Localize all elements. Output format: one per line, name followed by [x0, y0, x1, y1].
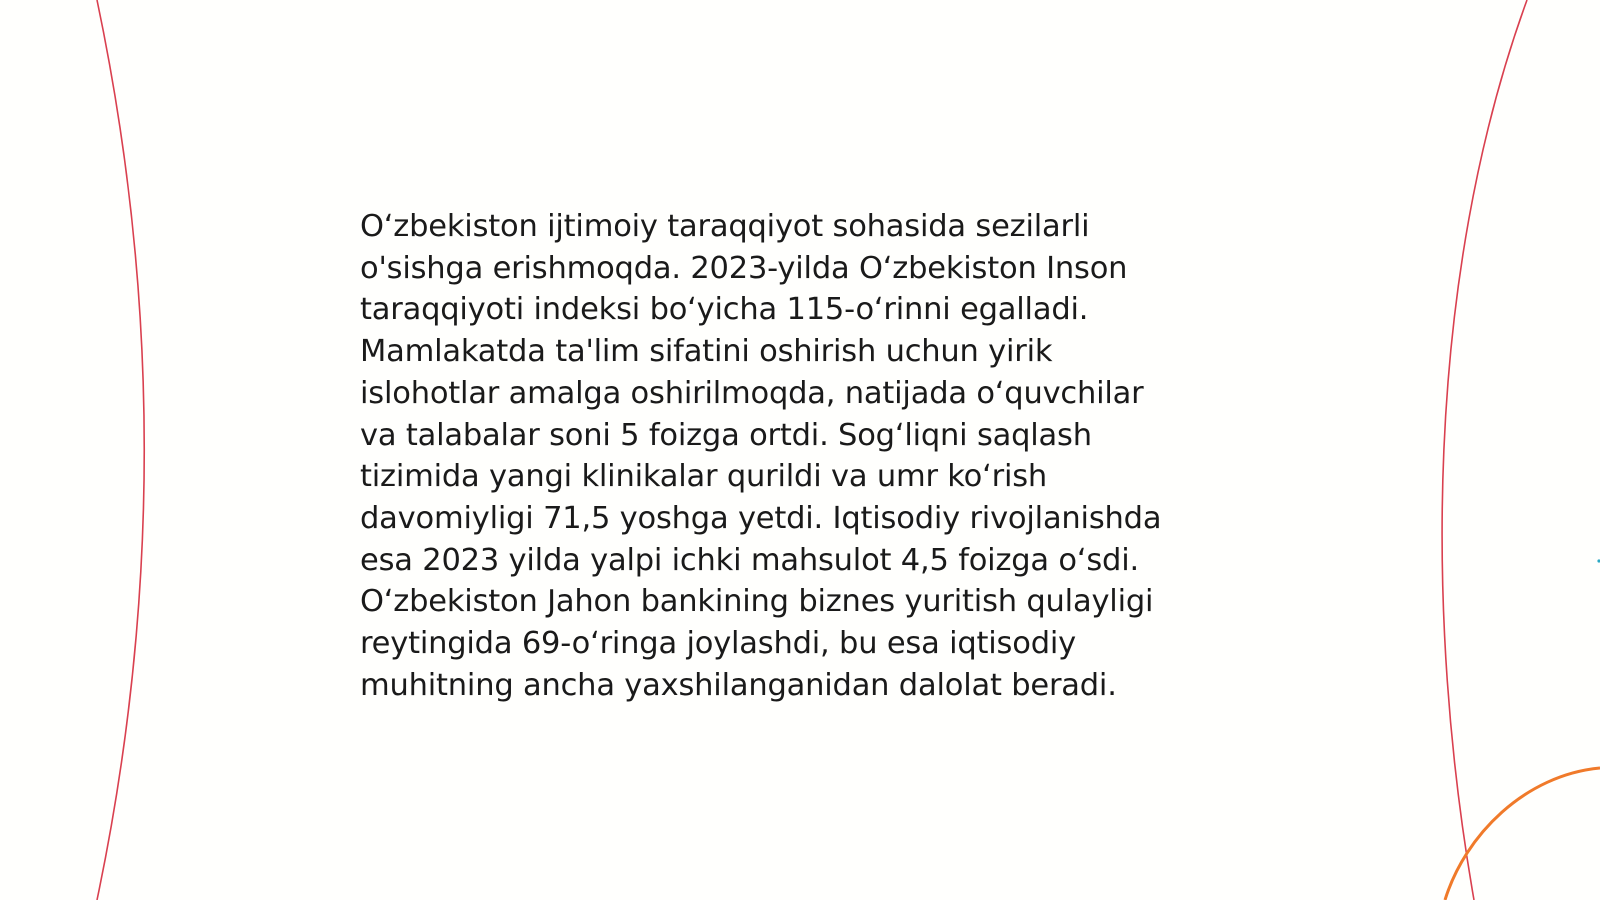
- right-curve-line: [1442, 0, 1527, 900]
- orange-arc: [1445, 768, 1600, 900]
- body-paragraph: O‘zbekiston ijtimoiy taraqqiyot sohasida sezilarli o'sishga erishmoqda. 2023-yilda O‘zbekiston Inson taraqqiyoti indeksi bo‘yicha 115-o‘rinni egalladi. Mamlakatda ta'lim sifatini oshirish uchun yirik islohotlar amalga oshirilmoqda, natijada o‘quvchilar va talabalar soni 5 foizga ortdi. Sog‘liqni saqlash tizimida yangi klinikalar qurildi va umr ko‘rish davomiyligi 71,5 yoshga yetdi. Iqtisodiy rivojlanishda esa 2023 yilda yalpi ichki mahsulot 4,5 foizga o‘sdi. O‘zbekiston Jahon bankining biznes yuritish qulayligi reytingida 69-o‘ringa joylashdi, bu esa iqtisodiy muhitning ancha yaxshilanganidan dalolat beradi.: [360, 209, 1162, 703]
- left-curve-line: [97, 0, 144, 900]
